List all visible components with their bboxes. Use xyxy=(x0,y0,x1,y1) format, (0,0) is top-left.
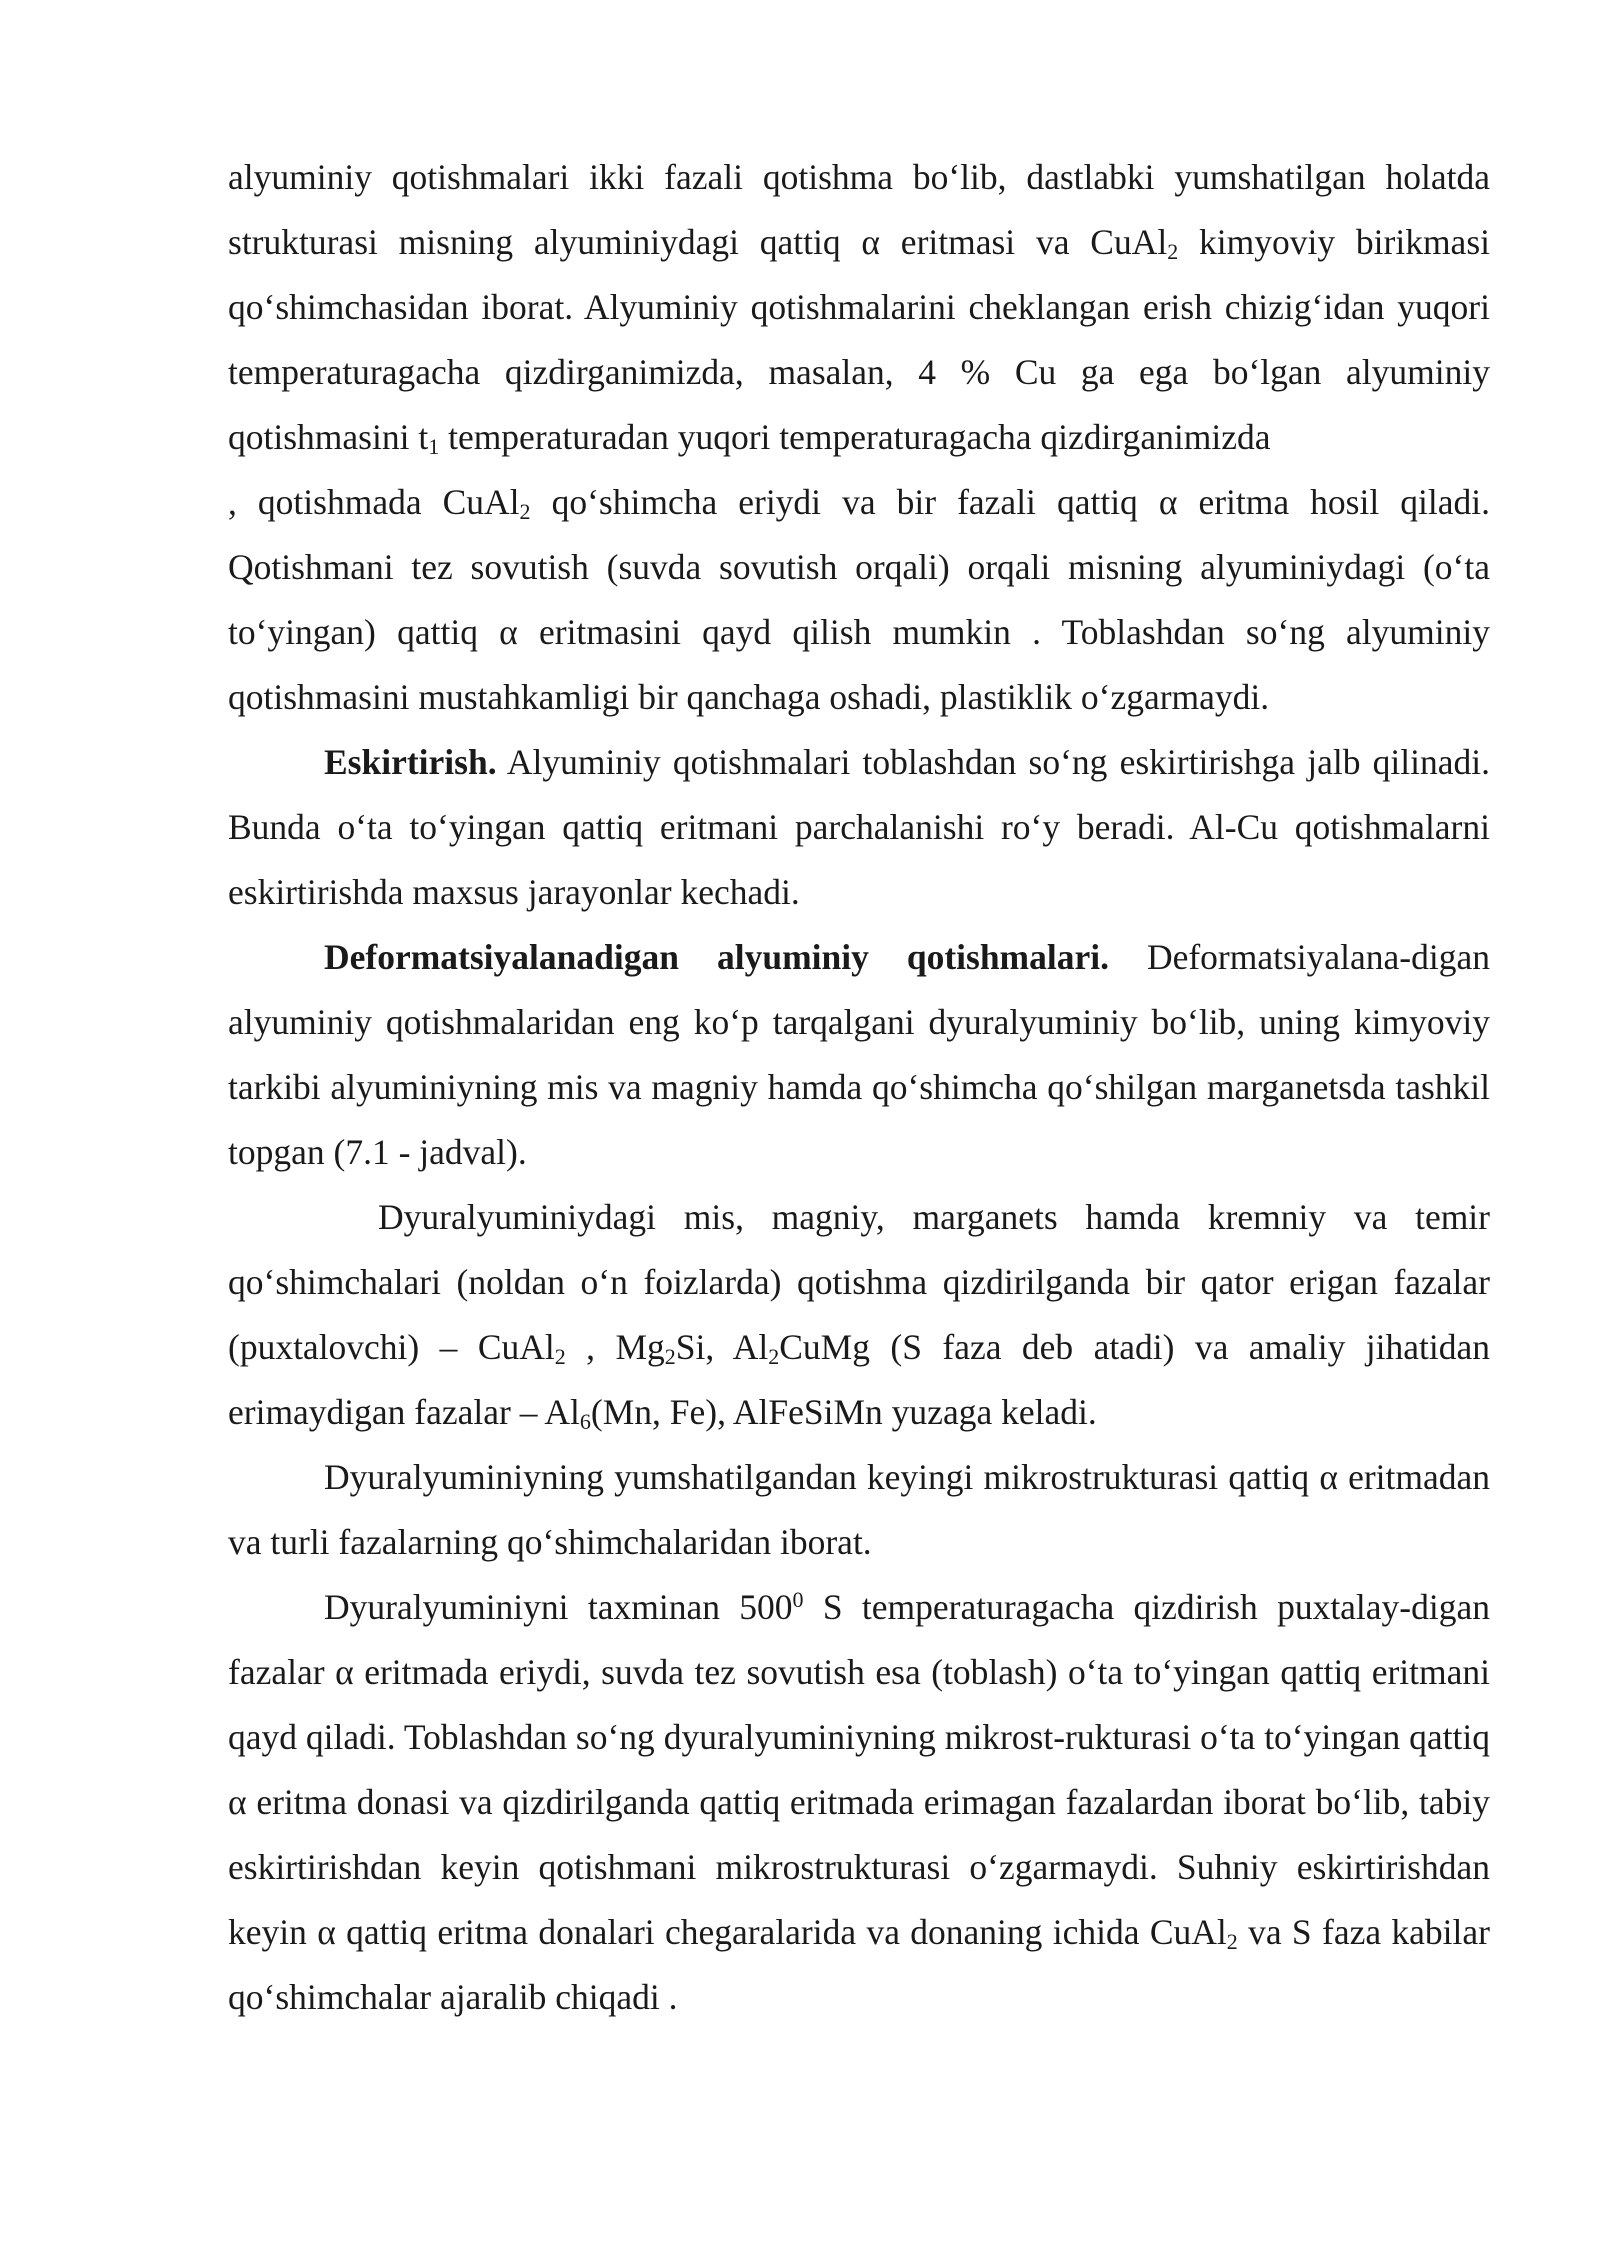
paragraph-alloy-structure xyxy=(228,145,1499,470)
document-page xyxy=(228,145,1499,2030)
text-run: S temperaturagacha qizdirish puxtalay-digan fazalar α eritmada eriydi, suvda tez sovutish esa (toblash) o‘ta to‘yingan qattiq eritmani qayd qiladi. Toblashdan so‘ng dyuralyuminiyning mikrost-rukturasi o‘ta to‘yingan qattiq α eritma donasi va qizdirilganda qattiq eritmada erimagan fazalardan iborat bo‘lib, tabiy eskirtirishdan keyin qotishmani mikrostrukturasi o‘zgarmaydi. Suhniy eskirtirishdan keyin α qattiq eritma donalari chegaralarida va donaning ichida CuAl xyxy=(228,1587,1499,1952)
text-run: Dyuralyuminiyning yumshatilgandan keyingi mikrostrukturasi qattiq α eritmadan va turli fazalarning qo‘shimchalaridan iborat. xyxy=(228,1457,1499,1562)
subscript: 6 xyxy=(579,1408,591,1434)
text-run: Deformatsiyalana-digan alyuminiy qotishmalaridan eng ko‘p tarqalgani dyuralyuminiy bo‘lib, uning kimyoviy tarkibi alyuminiyning mis va magniy hamda qo‘shimcha qo‘shilgan marganetsda tashkil topgan (7.1 - jadval). xyxy=(228,937,1499,1172)
bold-heading: Deformatsiyalanadigan alyuminiy qotishmalari. xyxy=(324,937,1109,977)
text-run: va S faza kabilar qo‘shimchalar ajaralib chiqadi . xyxy=(228,1912,1499,2017)
text-run: Si, Al xyxy=(675,1327,769,1367)
text-run: , Mg xyxy=(565,1327,665,1367)
text-run: kimyoviy birikmasi qo‘shimchasidan iborat. Alyuminiy qotishmalarini cheklangan erish chizig‘idan yuqori temperaturagacha qizdirganimizda, masalan, 4 % Cu ga ega bo‘lgan alyuminiy qotishmasini t xyxy=(228,222,1499,457)
text-run: CuMg (S faza deb atadi) va amaliy jihatidan erimaydigan fazalar – Al xyxy=(228,1327,1499,1432)
text-run: Dyuralyuminiydagi mis, magniy, marganets hamda kremniy va temir qo‘shimchalari (noldan o‘n foizlarda) qotishma qizdirilganda bir qator erigan fazalar (puxtalovchi) – CuAl xyxy=(228,1197,1499,1367)
paragraph-heat-treatment xyxy=(228,1575,1499,2030)
subscript: 2 xyxy=(1167,238,1179,264)
subscript: 2 xyxy=(664,1343,676,1369)
superscript: 0 xyxy=(792,1586,804,1612)
text-run: qo‘shimcha eriydi va bir fazali qattiq α eritma hosil qiladi. Qotishmani tez sovutish (suvda sovutish orqali) orqali misning alyuminiydagi (o‘ta to‘yingan) qattiq α eritmasini qayd qilish mumkin . Toblashdan so‘ng alyuminiy qotishmasini mustahkamligi bir qanchaga oshadi, plastiklik o‘zgarmaydi. xyxy=(228,482,1499,717)
text-run: Dyuralyuminiyni taxminan 500 xyxy=(324,1587,793,1627)
text-run: temperaturadan yuqori temperaturagacha qizdirganimizda xyxy=(439,417,1271,457)
paragraph-quenching xyxy=(228,470,1499,730)
paragraph-deformable-alloys xyxy=(228,925,1499,1185)
subscript: 2 xyxy=(1226,1928,1238,1954)
paragraph-aging xyxy=(228,730,1499,925)
subscript: 2 xyxy=(768,1343,780,1369)
subscript: 1 xyxy=(428,433,440,459)
paragraph-annealed-microstructure xyxy=(228,1445,1499,1575)
paragraph-duralumin-phases xyxy=(228,1185,1499,1445)
subscript: 2 xyxy=(554,1343,566,1369)
subscript: 2 xyxy=(519,498,531,524)
text-run: alyuminiy qotishmalari ikki fazali qotishma bo‘lib, dastlabki yumshatilgan holatda strukturasi misning alyuminiydagi qattiq α eritmasi va CuAl xyxy=(228,157,1499,262)
text-run: (Mn, Fe), AlFeSiMn yuzaga keladi. xyxy=(590,1392,1097,1432)
text-run: , qotishmada CuAl xyxy=(228,482,520,522)
text-run: Alyuminiy qotishmalari toblashdan so‘ng eskirtirishga jalb qilinadi. Bunda o‘ta to‘yingan qattiq eritmani parchalanishi ro‘y beradi. Al-Cu qotishmalarni eskirtirishda maxsus jarayonlar kechadi. xyxy=(228,742,1499,912)
bold-heading: Eskirtirish. xyxy=(324,742,497,782)
